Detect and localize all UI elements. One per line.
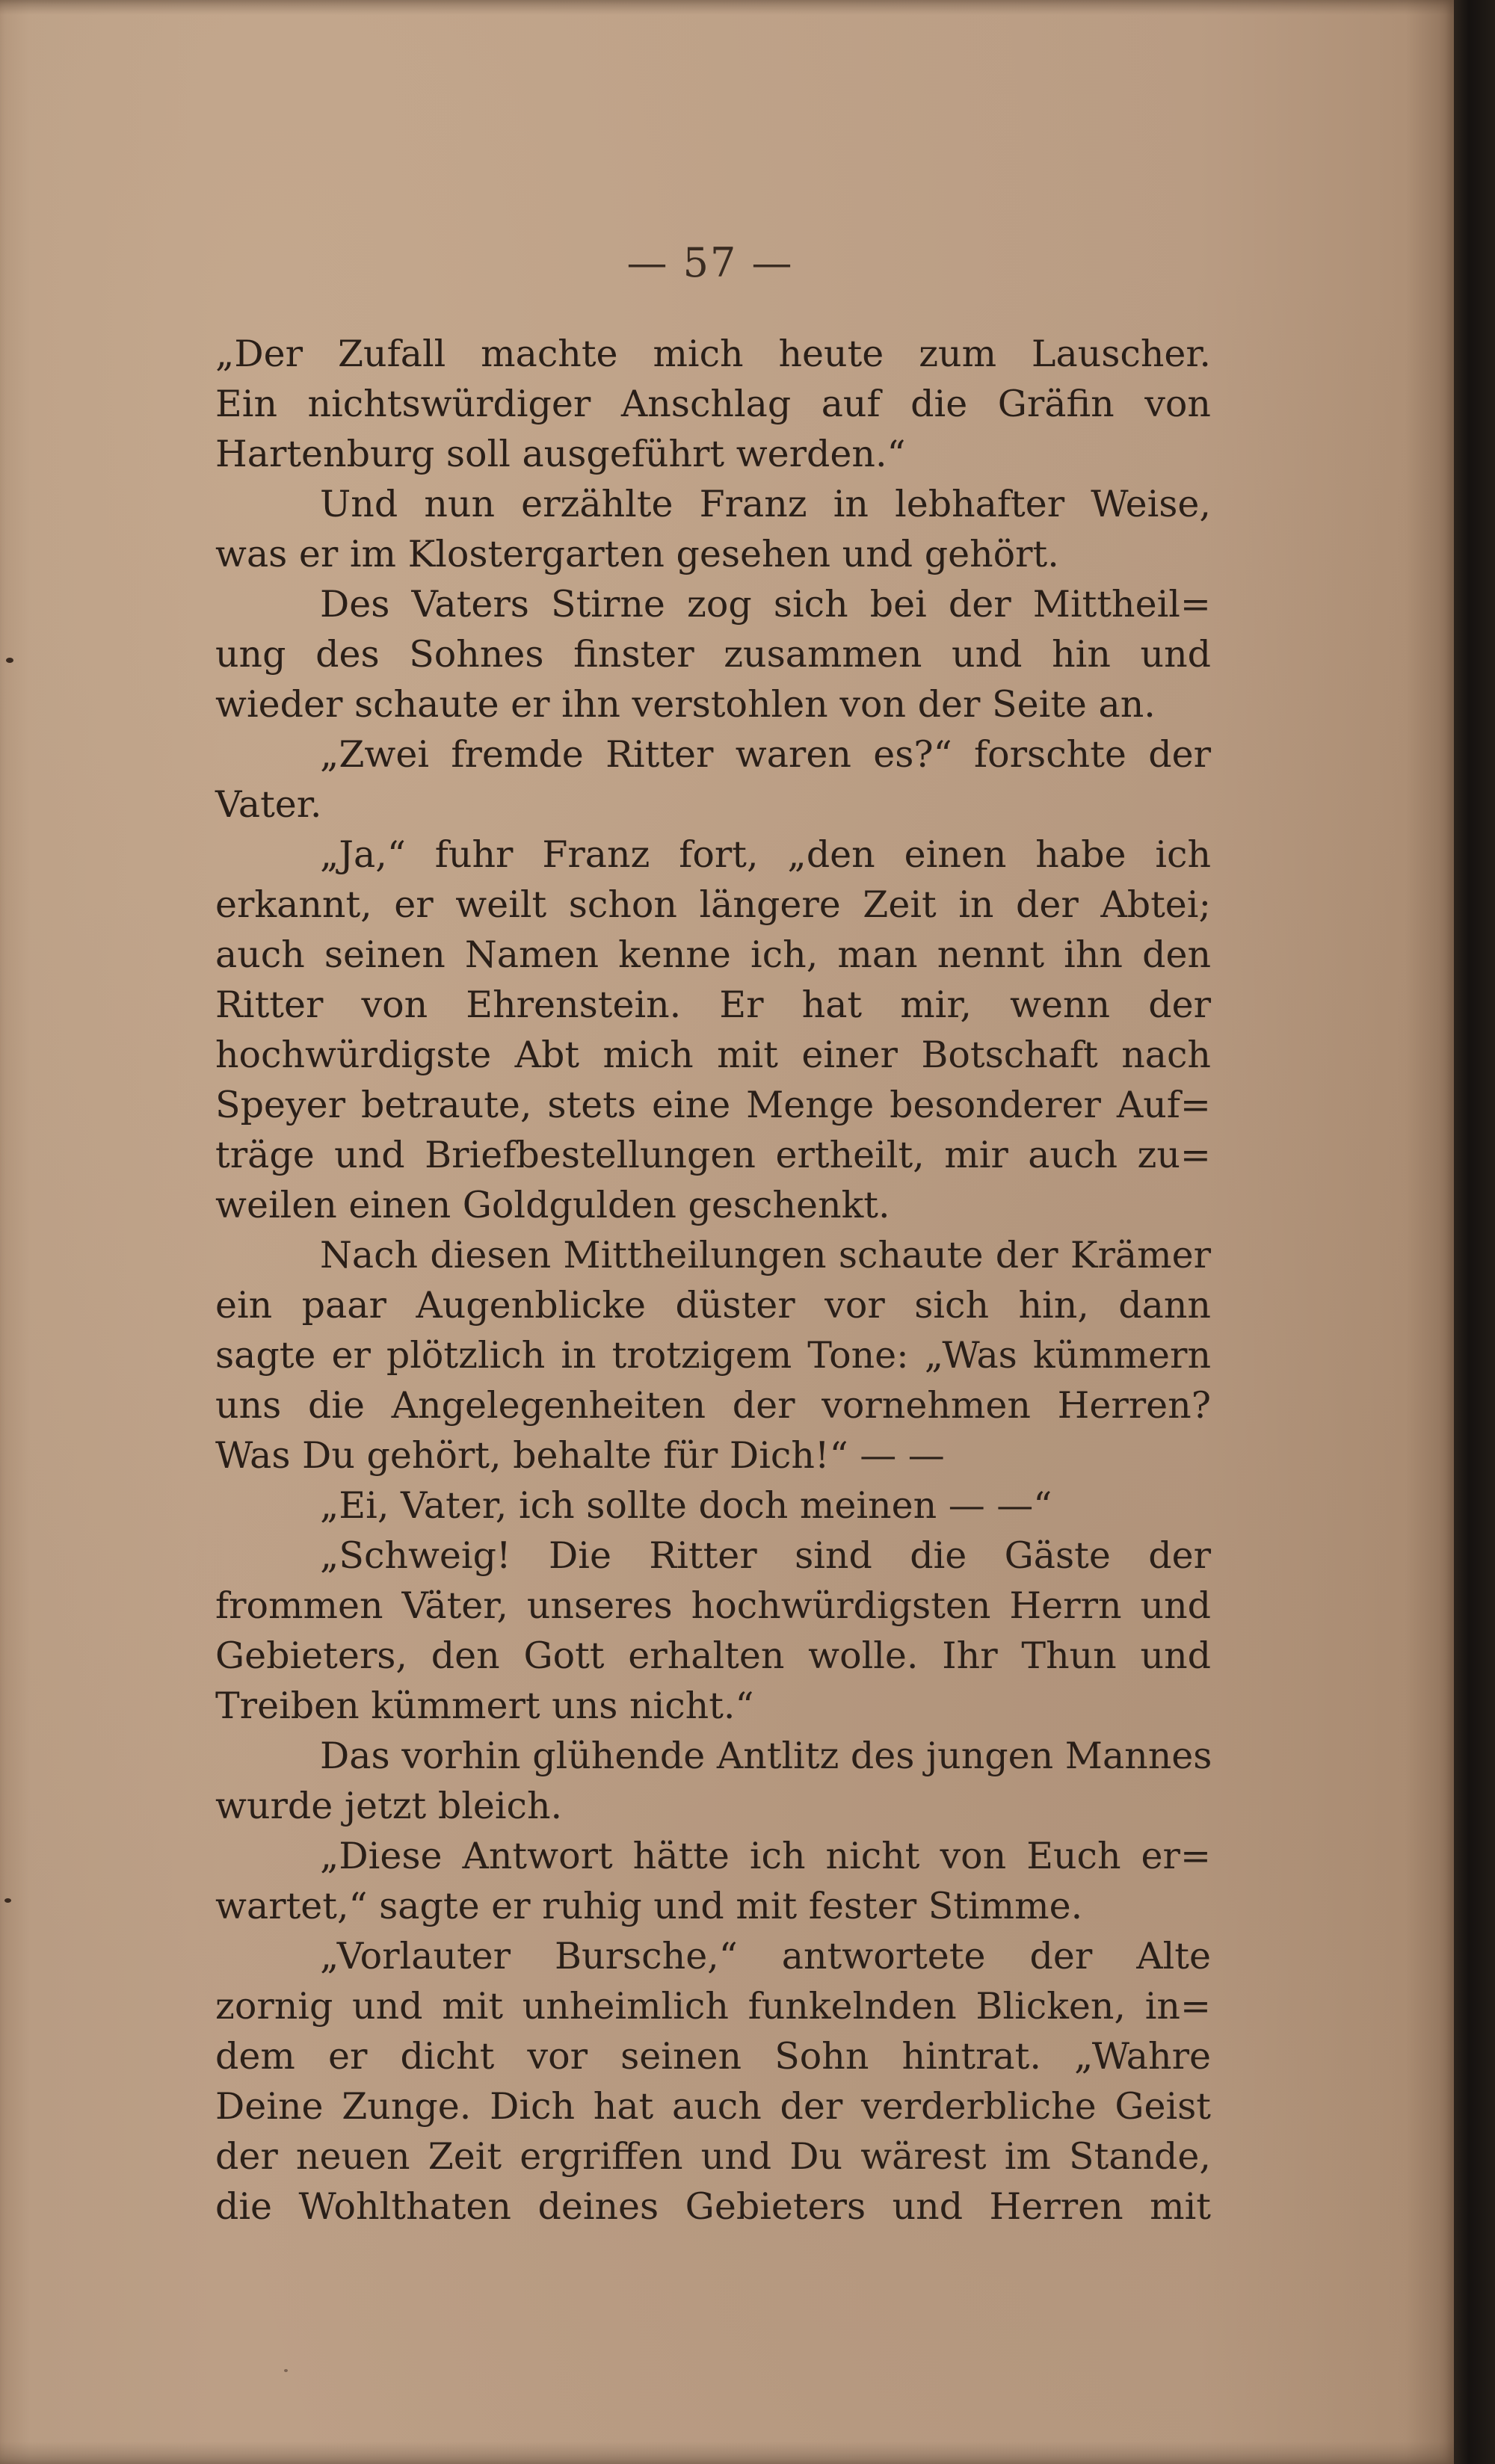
text-line: Gebieters, den Gott erhalten wolle. Ihr Thun und xyxy=(215,1634,1211,1677)
text-line: frommen Väter, unseres hochwürdigsten Herrn und xyxy=(215,1584,1211,1627)
text-line: Nach diesen Mittheilungen schaute der Krämer xyxy=(320,1234,1211,1276)
text-line: die Wohlthaten deines Gebieters und Herren mit xyxy=(215,2185,1211,2228)
text-line: „Ja,“ fuhr Franz fort, „den einen habe ich xyxy=(320,833,1211,876)
text-line: Und nun erzählte Franz in lebhafter Weise, xyxy=(320,483,1211,525)
text-line: Was Du gehört, behalte für Dich!“ — — xyxy=(215,1434,945,1477)
text-line: „Schweig! Die Ritter sind die Gäste der xyxy=(320,1534,1211,1577)
paper-speck xyxy=(284,2369,288,2372)
text-line: sagte er plötzlich in trotzigem Tone: „Was kümmern xyxy=(215,1334,1211,1377)
text-line: Speyer betraute, stets eine Menge besonderer Auf= xyxy=(215,1084,1211,1126)
text-line: Vater. xyxy=(215,783,322,826)
text-line: „Ei, Vater, ich sollte doch meinen — —“ xyxy=(320,1484,1052,1527)
text-line: Treiben kümmert uns nicht.“ xyxy=(215,1685,754,1727)
text-line: zornig und mit unheimlich funkelnden Blicken, in= xyxy=(215,1985,1211,2028)
text-line: weilen einen Goldgulden geschenkt. xyxy=(215,1184,890,1226)
text-line: ein paar Augenblicke düster vor sich hin, dann xyxy=(215,1284,1211,1327)
text-line: „Vorlauter Bursche,“ antwortete der Alte xyxy=(320,1935,1211,1977)
text-line: „Der Zufall machte mich heute zum Lauscher. xyxy=(215,333,1211,375)
text-line: Deine Zunge. Dich hat auch der verderbliche Geist xyxy=(215,2085,1211,2128)
text-line: wartet,“ sagte er ruhig und mit fester Stimme. xyxy=(215,1885,1083,1927)
text-line: was er im Klostergarten gesehen und gehört. xyxy=(215,533,1059,575)
book-spine-edge xyxy=(1454,0,1495,2464)
text-line: Das vorhin glühende Antlitz des jungen Mannes xyxy=(320,1735,1212,1777)
text-line: träge und Briefbestellungen ertheilt, mir auch zu= xyxy=(215,1134,1211,1176)
text-line: dem er dicht vor seinen Sohn hintrat. „Wahre xyxy=(215,2035,1211,2078)
page-number: — 57 — xyxy=(626,239,794,286)
text-line: der neuen Zeit ergriffen und Du wärest im Stande, xyxy=(215,2135,1211,2178)
paper-speck xyxy=(6,658,13,663)
text-line: wieder schaute er ihn verstohlen von der Seite an. xyxy=(215,683,1156,726)
text-line: auch seinen Namen kenne ich, man nennt ihn den xyxy=(215,933,1211,976)
text-line: Hartenburg soll ausgeführt werden.“ xyxy=(215,433,906,475)
text-line: wurde jetzt bleich. xyxy=(215,1785,563,1827)
text-line: erkannt, er weilt schon längere Zeit in der Abtei; xyxy=(215,883,1211,926)
text-line: „Zwei fremde Ritter waren es?“ forschte der xyxy=(320,733,1211,776)
text-line: Des Vaters Stirne zog sich bei der Mittheil= xyxy=(320,583,1211,626)
text-line: Ritter von Ehrenstein. Er hat mir, wenn der xyxy=(215,984,1211,1026)
text-line: Ein nichtswürdiger Anschlag auf die Gräfin von xyxy=(215,383,1211,425)
text-line: uns die Angelegenheiten der vornehmen Herren? xyxy=(215,1384,1211,1427)
text-line: „Diese Antwort hätte ich nicht von Euch er= xyxy=(320,1835,1211,1877)
page-body-text xyxy=(215,329,1211,2232)
text-line: hochwürdigste Abt mich mit einer Botschaft nach xyxy=(215,1034,1211,1076)
paper-speck xyxy=(4,1898,11,1903)
text-line: ung des Sohnes finster zusammen und hin und xyxy=(215,633,1211,676)
